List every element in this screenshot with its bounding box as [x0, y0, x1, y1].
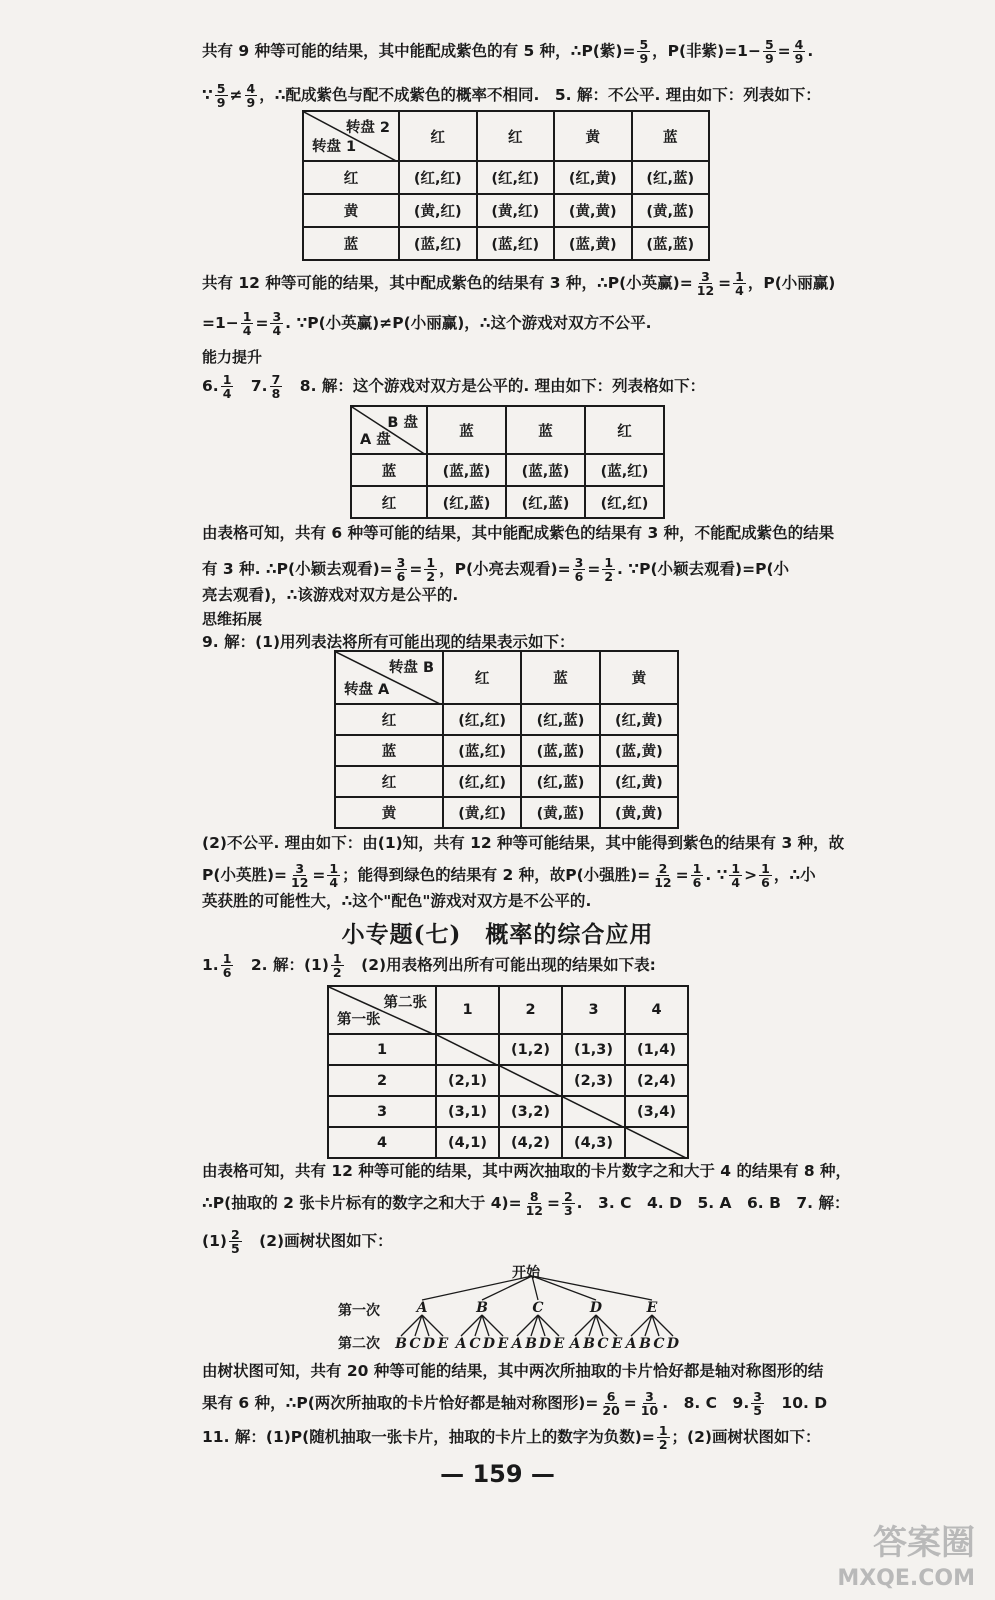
fraction: $\frac{3}{12}$	[291, 861, 309, 890]
tree-node-second: A	[625, 1336, 637, 1352]
table-corner-cell: 转盘 2 转盘 1	[303, 111, 399, 161]
fraction: $\frac{1}{6}$	[761, 861, 770, 890]
section-heading: 思维拓展	[202, 610, 263, 628]
fraction: $\frac{3}{5}$	[753, 1389, 762, 1418]
fraction: $\frac{4}{9}$	[246, 81, 256, 110]
table-col-header: 红	[585, 406, 664, 454]
line-19: 11. 解：(1)P(随机抽取一张卡片，抽取的卡片上的数字为负数)= $\frac{1}{2}$ ；(2)画树状图如下：	[202, 1423, 821, 1452]
fraction: $\frac{1}{4}$	[731, 861, 741, 890]
section-heading: 能力提升	[202, 348, 263, 366]
table-row: 蓝 (蓝,红) (蓝,蓝) (蓝,黄)	[335, 735, 678, 766]
table-row: 1 (1,2) (1,3) (1,4)	[328, 1034, 688, 1065]
fraction: $\frac{1}{2}$	[604, 555, 614, 584]
line-13: 1. $\frac{1}{6}$ 2. 解：(1) $\frac{1}{2}$ (2)用表格列出所有可能出现的结果如下表:	[202, 951, 656, 980]
tree-node-first: A	[416, 1300, 428, 1316]
table-disk-a-b	[350, 405, 665, 519]
table-spinner-1-2	[302, 110, 710, 261]
line-11: P(小英胜)= $\frac{3}{12}$ = $\frac{1}{4}$ ；能得到绿色的结果有 2 种，故P(小强胜)= $\frac{2}{12}$ = $\frac{1}{6}$ . ∵ $\frac{1}{4}$ > $\frac{1}{6}$ ，∴小	[202, 861, 816, 890]
tree-node-first: E	[646, 1300, 658, 1316]
tree-node-second: D	[538, 1336, 552, 1352]
table-col-header: 红	[399, 111, 477, 161]
line-12: 英获胜的可能性大，∴这个"配色"游戏对双方是不公平的.	[202, 892, 592, 910]
fraction: $\frac{5}{9}$	[639, 37, 649, 66]
fraction: $\frac{3}{4}$	[272, 309, 282, 338]
fraction: $\frac{3}{10}$	[640, 1389, 659, 1418]
fraction: $\frac{1}{4}$	[735, 269, 744, 298]
fraction: $\frac{1}{6}$	[692, 861, 702, 890]
tree-node-second: B	[583, 1336, 595, 1352]
table-col-header: 蓝	[427, 406, 506, 454]
table-corner-cell: 转盘 B 转盘 A	[335, 651, 443, 704]
table-col-header: 黄	[554, 111, 632, 161]
watermark-logo: 答案圈 MXQE.COM	[837, 1523, 975, 1591]
page-number: — 159 —	[440, 1460, 555, 1488]
line-9: 9. 解：(1)用列表法将所有可能出现的结果表示如下：	[202, 633, 575, 651]
fraction: $\frac{6}{20}$	[602, 1389, 620, 1418]
table-col-header: 蓝	[632, 111, 710, 161]
line-14: 由表格可知，共有 12 种等可能的结果，其中两次抽取的卡片数字之和大于 4 的结果有 8 种，	[202, 1162, 852, 1180]
line-16: (1) $\frac{2}{5}$ (2)画树状图如下：	[202, 1227, 393, 1256]
fraction: $\frac{3}{6}$	[396, 555, 406, 584]
fraction: $\frac{4}{9}$	[794, 37, 804, 66]
tree-node-second: A	[569, 1336, 581, 1352]
tree-node-second: D	[666, 1336, 680, 1352]
table-row: 黄 (黄,红) (黄,红) (黄,黄) (黄,蓝)	[303, 194, 709, 227]
fraction: $\frac{1}{2}$	[332, 951, 342, 980]
table-row: 红 (红,红) (红,红) (红,黄) (红,蓝)	[303, 161, 709, 194]
tree-node-second: A	[455, 1336, 467, 1352]
table-row: 4 (4,1) (4,2) (4,3)	[328, 1127, 688, 1158]
table-col-header: 蓝	[521, 651, 599, 704]
table-col-header: 1	[436, 986, 499, 1034]
tree-branch	[532, 1276, 652, 1300]
table-row: 红 (红,红) (红,蓝) (红,黄)	[335, 704, 678, 735]
line-8: 亮去观看)，∴该游戏对双方是公平的.	[202, 586, 459, 604]
fraction: $\frac{1}{2}$	[658, 1423, 668, 1452]
fraction: $\frac{1}{2}$	[426, 555, 436, 584]
line-18: 果有 6 种，∴P(两次所抽取的卡片恰好都是轴对称图形)= $\frac{6}{20}$ = $\frac{3}{10}$ . 8. C 9. $\frac{3}{5}$ 10. D	[202, 1389, 828, 1418]
table-col-header: 2	[499, 986, 562, 1034]
fraction: $\frac{7}{8}$	[271, 372, 281, 401]
table-row: 红 (红,红) (红,蓝) (红,黄)	[335, 766, 678, 797]
line-4: =1− $\frac{1}{4}$ = $\frac{3}{4}$ . ∵P(小英赢)≠P(小丽赢)，∴这个游戏对双方不公平.	[202, 309, 652, 338]
table-row: 红 (红,蓝) (红,蓝) (红,红)	[351, 486, 664, 518]
fraction: $\frac{3}{6}$	[574, 555, 584, 584]
fraction: $\frac{2}{3}$	[563, 1189, 573, 1218]
table-col-header: 3	[562, 986, 625, 1034]
tree-node-second: E	[611, 1336, 623, 1352]
line-2: ∵ $\frac{5}{9}$ ≠ $\frac{4}{9}$ ，∴配成紫色与配不成紫色的概率不相同. 5. 解：不公平. 理由如下：列表如下：	[202, 81, 821, 110]
fraction: $\frac{5}{9}$	[764, 37, 774, 66]
table-row: 3 (3,1) (3,2) (3,4)	[328, 1096, 688, 1127]
line-10: (2)不公平. 理由如下：由(1)知，共有 12 种等可能结果，其中能得到紫色的结果有 3 种，故	[202, 834, 845, 852]
line-15: ∴P(抽取的 2 张卡片标有的数字之和大于 4)= $\frac{8}{12}$ = $\frac{2}{3}$ . 3. C 4. D 5. A 6. B 7. 解：	[202, 1189, 850, 1218]
fraction: $\frac{5}{9}$	[216, 81, 226, 110]
tree-row1-label: 第一次	[338, 1303, 380, 1319]
tree-root-label: 开始	[512, 1265, 540, 1281]
line-6: 由表格可知，共有 6 种等可能的结果，其中能配成紫色的结果有 3 种，不能配成紫色的结果	[202, 524, 835, 542]
table-corner-cell: B 盘 A 盘	[351, 406, 427, 454]
table-row: 黄 (黄,红) (黄,蓝) (黄,黄)	[335, 797, 678, 828]
fraction: $\frac{1}{4}$	[242, 309, 252, 338]
tree-row2-label: 第二次	[338, 1336, 380, 1352]
tree-node-second: D	[422, 1336, 436, 1352]
fraction: $\frac{2}{12}$	[654, 861, 672, 890]
fraction: $\frac{1}{6}$	[222, 951, 232, 980]
table-row: 蓝 (蓝,红) (蓝,红) (蓝,黄) (蓝,蓝)	[303, 227, 709, 260]
tree-node-second: C	[653, 1336, 665, 1352]
tree-node-second: C	[469, 1336, 481, 1352]
table-col-header: 4	[625, 986, 688, 1034]
tree-node-first: C	[532, 1300, 544, 1316]
line-1: 共有 9 种等可能的结果，其中能配成紫色的有 5 种，∴P(紫)= $\frac{5}{9}$ ，P(非紫)=1− $\frac{5}{9}$ = $\frac{4}{9}$ .	[202, 37, 814, 66]
table-row: 2 (2,1) (2,3) (2,4)	[328, 1065, 688, 1096]
table-corner-cell: 第二张 第一张	[328, 986, 436, 1034]
tree-node-second: E	[497, 1336, 509, 1352]
fraction: $\frac{1}{4}$	[329, 861, 339, 890]
fraction: $\frac{3}{12}$	[696, 269, 715, 298]
table-card-draws	[327, 985, 689, 1159]
fraction: $\frac{8}{12}$	[525, 1189, 543, 1218]
tree-node-second: B	[525, 1336, 537, 1352]
tree-node-second: B	[639, 1336, 651, 1352]
table-col-header: 红	[477, 111, 555, 161]
tree-node-first: D	[589, 1300, 603, 1316]
line-17: 由树状图可知，共有 20 种等可能的结果，其中两次所抽取的卡片恰好都是轴对称图形的结	[202, 1362, 824, 1380]
table-col-header: 红	[443, 651, 521, 704]
tree-node-second: C	[597, 1336, 609, 1352]
tree-node-first: B	[476, 1300, 488, 1316]
tree-node-second: E	[553, 1336, 565, 1352]
line-5: 6. $\frac{1}{4}$ 7. $\frac{7}{8}$ 8. 解：这个游戏对双方是公平的. 理由如下：列表格如下：	[202, 372, 706, 401]
line-3: 共有 12 种等可能的结果，其中配成紫色的结果有 3 种，∴P(小英赢)= $\frac{3}{12}$ = $\frac{1}{4}$ ，P(小丽赢)	[202, 269, 836, 298]
tree-node-second: C	[409, 1336, 421, 1352]
tree-node-second: B	[395, 1336, 407, 1352]
fraction: $\frac{1}{4}$	[222, 372, 232, 401]
table-col-header: 蓝	[506, 406, 585, 454]
table-spinner-a-b	[334, 650, 679, 829]
tree-node-second: E	[437, 1336, 449, 1352]
table-row: 蓝 (蓝,蓝) (蓝,蓝) (蓝,红)	[351, 454, 664, 486]
tree-branch	[532, 1276, 596, 1300]
tree-node-second: D	[482, 1336, 496, 1352]
section-title: 小专题(七) 概率的综合应用	[341, 921, 654, 948]
fraction: $\frac{2}{5}$	[230, 1227, 240, 1256]
table-col-header: 黄	[600, 651, 678, 704]
line-7: 有 3 种. ∴P(小颖去观看)= $\frac{3}{6}$ = $\frac{1}{2}$ ，P(小亮去观看)= $\frac{3}{6}$ = $\frac{1}{2}$ . ∵P(小颖去观看)=P(小	[202, 555, 790, 584]
tree-node-second: A	[511, 1336, 523, 1352]
